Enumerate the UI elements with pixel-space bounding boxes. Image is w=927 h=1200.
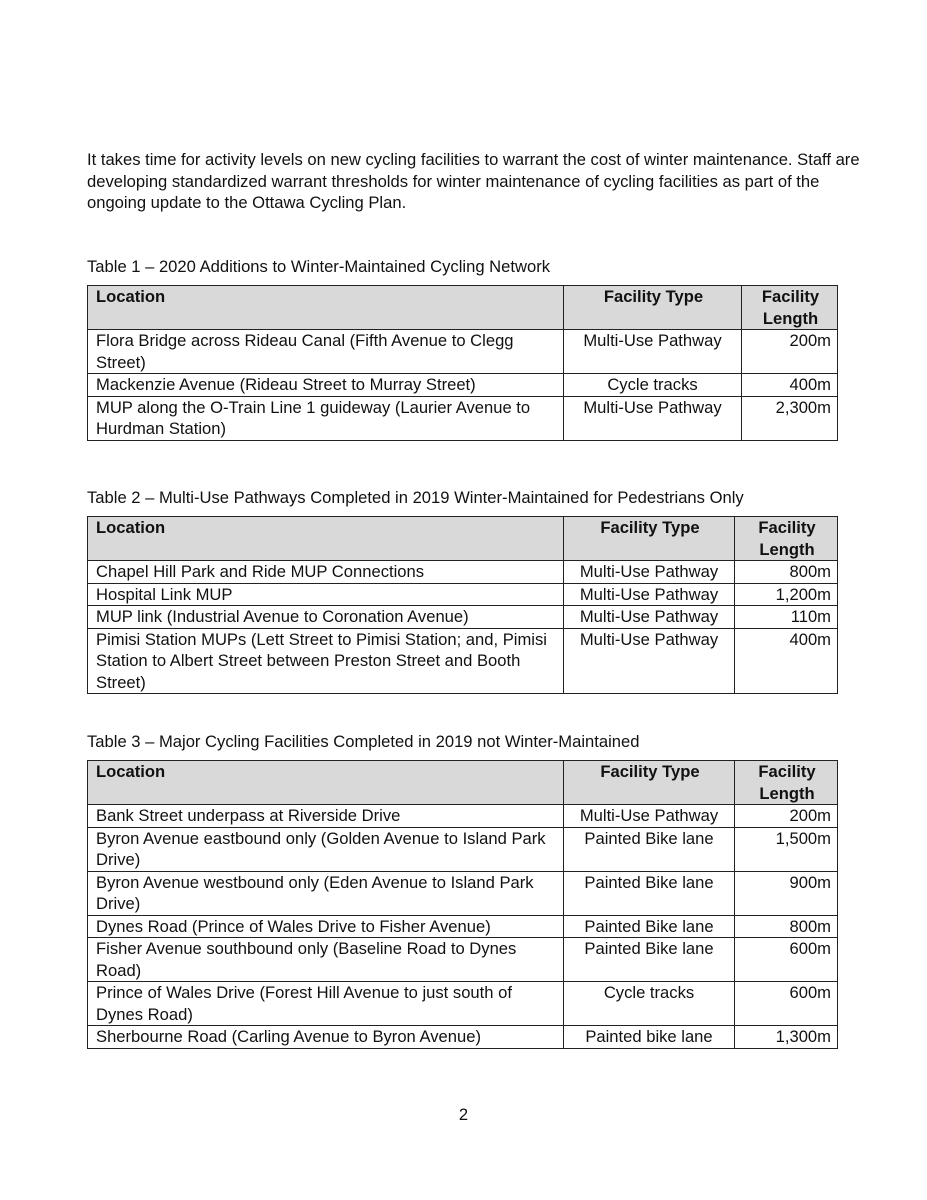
table-2-caption: Table 2 – Multi-Use Pathways Completed in 2019 Winter-Maintained for Pedestrians Only	[87, 488, 744, 507]
table-row	[88, 938, 838, 982]
header-facility-type: Facility Type	[564, 761, 735, 805]
table-row	[88, 396, 838, 440]
cell-location: Sherbourne Road (Carling Avenue to Byron Avenue)	[88, 1026, 564, 1049]
cell-facility-type: Multi-Use Pathway	[564, 628, 735, 694]
cell-facility-type: Cycle tracks	[564, 374, 742, 397]
cell-facility-type: Multi-Use Pathway	[564, 330, 742, 374]
cell-location: MUP link (Industrial Avenue to Coronation Avenue)	[88, 606, 564, 629]
cell-location: Byron Avenue eastbound only (Golden Avenue to Island Park Drive)	[88, 827, 564, 871]
cell-facility-length: 200m	[735, 805, 838, 828]
cell-facility-type: Cycle tracks	[564, 982, 735, 1026]
table-header-row	[88, 286, 838, 330]
cell-location: Flora Bridge across Rideau Canal (Fifth Avenue to Clegg Street)	[88, 330, 564, 374]
cell-facility-type: Multi-Use Pathway	[564, 396, 742, 440]
table-row	[88, 606, 838, 629]
table-row	[88, 871, 838, 915]
table-header-row	[88, 517, 838, 561]
table-1-caption: Table 1 – 2020 Additions to Winter-Maintained Cycling Network	[87, 257, 551, 276]
cell-facility-type: Multi-Use Pathway	[564, 606, 735, 629]
cell-location: Prince of Wales Drive (Forest Hill Avenue to just south of Dynes Road)	[88, 982, 564, 1026]
cell-facility-length: 900m	[735, 871, 838, 915]
header-facility-type: Facility Type	[564, 517, 735, 561]
table-row	[88, 374, 838, 397]
cell-facility-length: 1,300m	[735, 1026, 838, 1049]
cell-facility-length: 1,500m	[735, 827, 838, 871]
header-facility-length: Facility Length	[735, 761, 838, 805]
cell-location: Byron Avenue westbound only (Eden Avenue to Island Park Drive)	[88, 871, 564, 915]
page-number: 2	[458, 1105, 469, 1124]
cell-facility-length: 200m	[742, 330, 838, 374]
header-location: Location	[88, 286, 564, 330]
cell-facility-type: Painted Bike lane	[564, 871, 735, 915]
table-row	[88, 561, 838, 584]
cell-facility-type: Multi-Use Pathway	[564, 583, 735, 606]
table-row	[88, 583, 838, 606]
cell-location: MUP along the O-Train Line 1 guideway (Laurier Avenue to Hurdman Station)	[88, 396, 564, 440]
cell-facility-length: 800m	[735, 915, 838, 938]
cell-facility-type: Multi-Use Pathway	[564, 805, 735, 828]
table-row	[88, 982, 838, 1026]
header-facility-length: Facility Length	[742, 286, 838, 330]
cell-facility-length: 600m	[735, 938, 838, 982]
cell-location: Mackenzie Avenue (Rideau Street to Murray Street)	[88, 374, 564, 397]
cell-facility-length: 2,300m	[742, 396, 838, 440]
cell-location: Pimisi Station MUPs (Lett Street to Pimisi Station; and, Pimisi Station to Albert Street between Preston Street and Booth Street)	[88, 628, 564, 694]
table-row	[88, 827, 838, 871]
table-1	[87, 285, 838, 441]
table-3	[87, 760, 838, 1049]
cell-facility-type: Multi-Use Pathway	[564, 561, 735, 584]
header-location: Location	[88, 517, 564, 561]
header-facility-length: Facility Length	[735, 517, 838, 561]
cell-facility-length: 400m	[742, 374, 838, 397]
table-row	[88, 805, 838, 828]
cell-facility-length: 400m	[735, 628, 838, 694]
cell-location: Dynes Road (Prince of Wales Drive to Fisher Avenue)	[88, 915, 564, 938]
table-header-row	[88, 761, 838, 805]
header-facility-type: Facility Type	[564, 286, 742, 330]
cell-facility-length: 600m	[735, 982, 838, 1026]
cell-facility-length: 110m	[735, 606, 838, 629]
header-location: Location	[88, 761, 564, 805]
cell-location: Bank Street underpass at Riverside Drive	[88, 805, 564, 828]
table-row	[88, 628, 838, 694]
cell-facility-type: Painted Bike lane	[564, 915, 735, 938]
table-2	[87, 516, 838, 694]
cell-location: Fisher Avenue southbound only (Baseline Road to Dynes Road)	[88, 938, 564, 982]
cell-facility-type: Painted Bike lane	[564, 938, 735, 982]
cell-facility-length: 1,200m	[735, 583, 838, 606]
table-row	[88, 1026, 838, 1049]
cell-facility-length: 800m	[735, 561, 838, 584]
intro-paragraph: It takes time for activity levels on new cycling facilities to warrant the cost of winter maintenance. Staff are developing standardized warrant thresholds for winter maintenance of cycling facilities as part of the ongoing update to the Ottawa Cycling Plan.	[87, 150, 860, 212]
cell-facility-type: Painted Bike lane	[564, 827, 735, 871]
cell-location: Hospital Link MUP	[88, 583, 564, 606]
cell-facility-type: Painted bike lane	[564, 1026, 735, 1049]
table-row	[88, 330, 838, 374]
cell-location: Chapel Hill Park and Ride MUP Connections	[88, 561, 564, 584]
table-row	[88, 915, 838, 938]
table-3-caption: Table 3 – Major Cycling Facilities Completed in 2019 not Winter-Maintained	[87, 732, 640, 751]
